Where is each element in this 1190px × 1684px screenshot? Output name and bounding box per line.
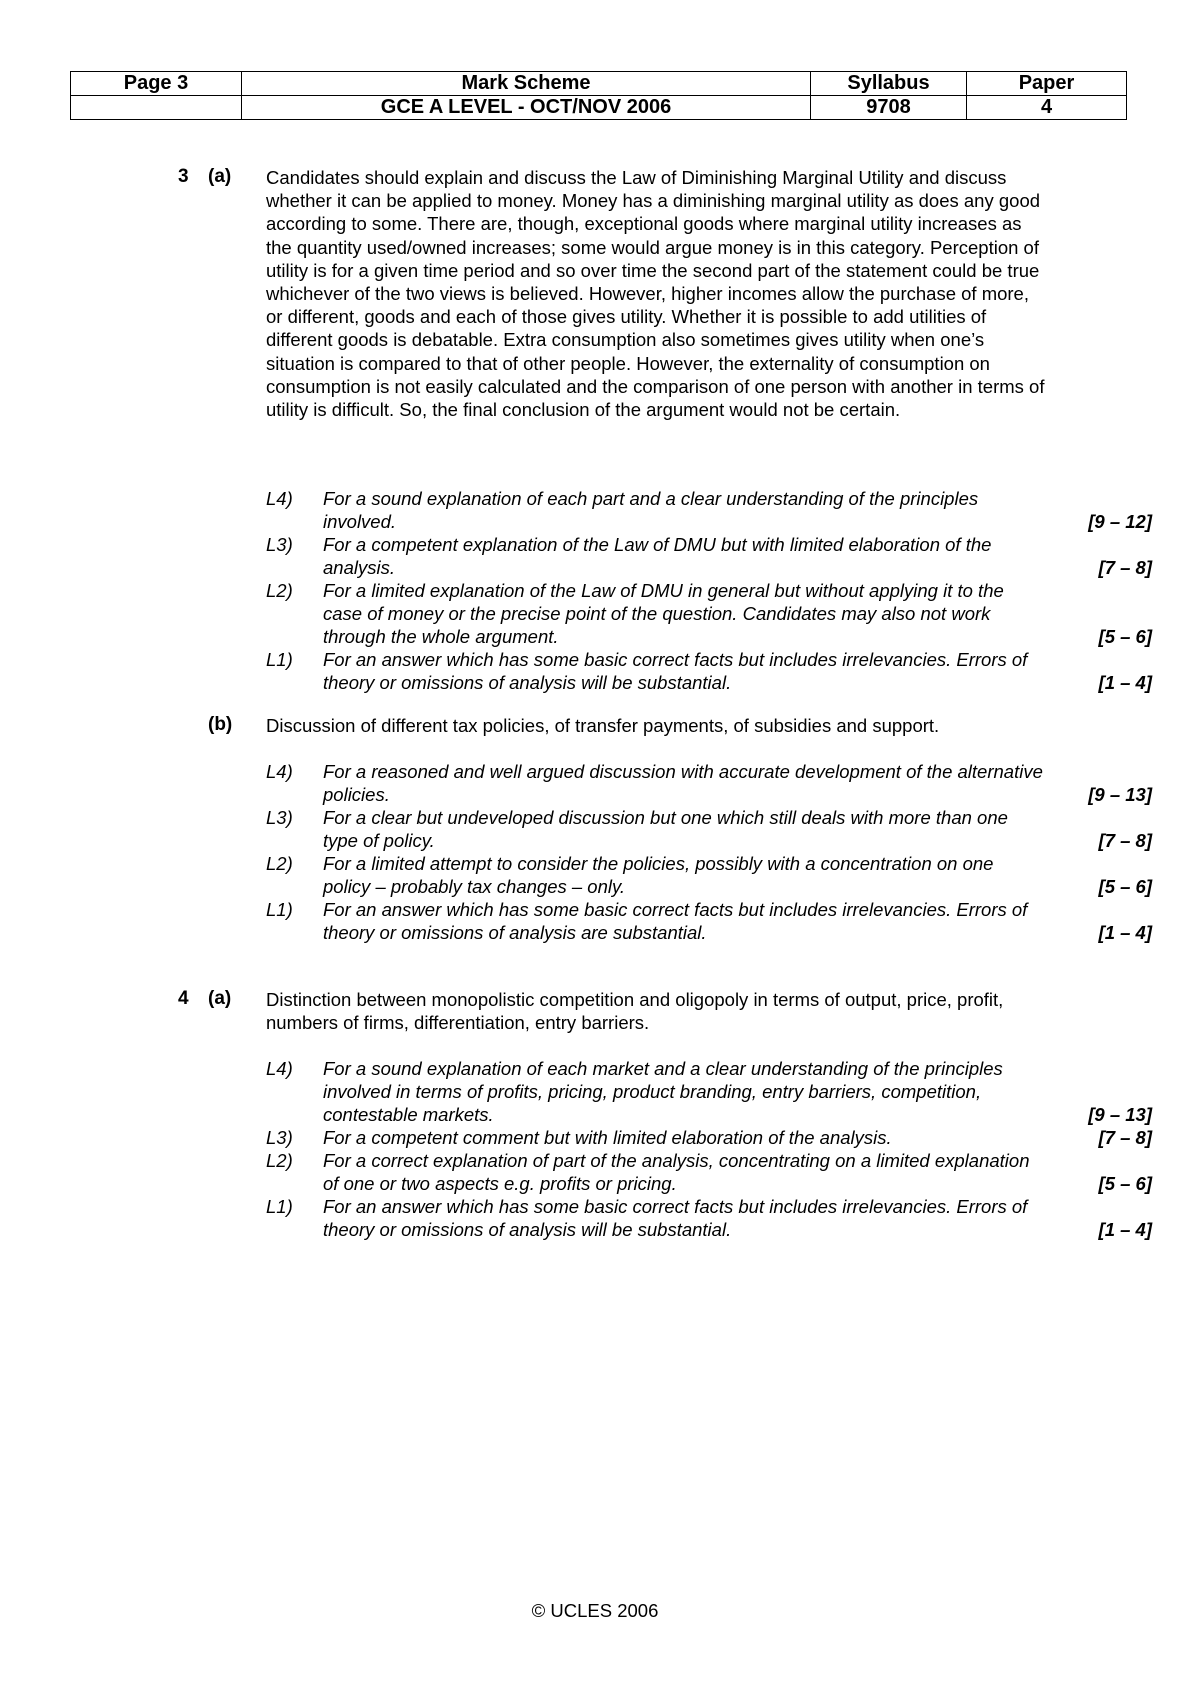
syllabus-code: 9708 bbox=[811, 96, 967, 120]
level-text: For a sound explanation of each market and a clear understanding of the principles involved in terms of profits, pricing, product branding, entry barriers, competition, contestable markets. bbox=[323, 1058, 1003, 1126]
level-row bbox=[266, 1057, 1152, 1126]
level-row bbox=[266, 1126, 1152, 1149]
copyright-footer: © UCLES 2006 bbox=[531, 1600, 659, 1621]
mark-range: [5 – 6] bbox=[1098, 625, 1152, 647]
page-label: Page 3 bbox=[71, 72, 242, 96]
level-label: L4) bbox=[266, 761, 293, 782]
level-row bbox=[266, 533, 1152, 579]
mark-range: [5 – 6] bbox=[1098, 1172, 1152, 1194]
level-label: L2) bbox=[266, 1150, 293, 1171]
level-text: For a reasoned and well argued discussion with accurate development of the alternative policies. bbox=[323, 761, 1043, 806]
level-label: L4) bbox=[266, 488, 293, 509]
mark-range: [1 – 4] bbox=[1098, 1218, 1152, 1240]
mark-range: [9 – 12] bbox=[1088, 510, 1152, 532]
empty-cell bbox=[71, 96, 242, 120]
level-label: L1) bbox=[266, 899, 293, 920]
level-text: For a limited attempt to consider the policies, possibly with a concentration on one policy – probably tax changes – only. bbox=[323, 853, 994, 898]
answer-text: Candidates should explain and discuss the Law of Diminishing Marginal Utility and discuss whether it can be applied to money. Money has a diminishing marginal utility as does any good according to some. There are, though, exceptional goods where marginal utility increases as the quantity used/owned increases; some would argue money is in this category. Perception of utility is for a given time period and so over time the second part of the statement could be true whichever of the two views is believed. However, higher incomes allow the purchase of more, or different, goods and each of those gives utility. Whether it is possible to add utilities of different goods is debatable. Extra consumption also sometimes gives utility when one’s situation is compared to that of other people. However, the externality of consumption on consumption is not easily calculated and the comparison of one person with another in terms of utility is difficult. So, the final conclusion of the argument would not be certain. bbox=[266, 167, 1045, 421]
part-label: (a) bbox=[208, 988, 232, 1009]
exam-name: GCE A LEVEL - OCT/NOV 2006 bbox=[242, 96, 811, 120]
syllabus-label: Syllabus bbox=[811, 72, 967, 96]
level-text: For a limited explanation of the Law of DMU in general but without applying it to the case of money or the precise point of the question. Candidates may also not work through the whole argument. bbox=[323, 580, 1004, 648]
level-label: L1) bbox=[266, 649, 293, 670]
mark-range: [5 – 6] bbox=[1098, 875, 1152, 897]
level-label: L3) bbox=[266, 534, 293, 555]
mark-range: [1 – 4] bbox=[1098, 921, 1152, 943]
level-text: For a sound explanation of each part and a clear understanding of the principles involved. bbox=[323, 488, 979, 533]
level-label: L3) bbox=[266, 807, 293, 828]
level-row bbox=[266, 1149, 1152, 1195]
level-label: L4) bbox=[266, 1058, 293, 1079]
level-row bbox=[266, 760, 1152, 806]
level-text: For a competent comment but with limited elaboration of the analysis. bbox=[323, 1127, 892, 1148]
level-row bbox=[266, 579, 1152, 648]
level-label: L3) bbox=[266, 1127, 293, 1148]
level-text: For a correct explanation of part of the analysis, concentrating on a limited explanation of one or two aspects e.g. profits or pricing. bbox=[323, 1150, 1030, 1195]
level-label: L2) bbox=[266, 580, 293, 601]
level-row bbox=[266, 898, 1152, 944]
level-row bbox=[266, 852, 1152, 898]
mark-range: [7 – 8] bbox=[1098, 829, 1152, 851]
part-label: (a) bbox=[208, 166, 232, 187]
level-row bbox=[266, 806, 1152, 852]
paper-number: 4 bbox=[967, 96, 1127, 120]
level-row bbox=[266, 1195, 1152, 1241]
mark-range: [9 – 13] bbox=[1088, 783, 1152, 805]
level-text: For an answer which has some basic correct facts but includes irrelevancies. Errors of theory or omissions of analysis will be substantial. bbox=[323, 649, 1028, 694]
level-row bbox=[266, 648, 1152, 694]
level-label: L2) bbox=[266, 853, 293, 874]
level-text: For an answer which has some basic correct facts but includes irrelevancies. Errors of theory or omissions of analysis are substantial. bbox=[323, 899, 1028, 944]
part-label: (b) bbox=[208, 714, 233, 735]
level-text: For an answer which has some basic correct facts but includes irrelevancies. Errors of theory or omissions of analysis will be substantial. bbox=[323, 1196, 1028, 1241]
level-text: For a competent explanation of the Law of DMU but with limited elaboration of the analysis. bbox=[323, 534, 992, 579]
mark-range: [1 – 4] bbox=[1098, 671, 1152, 693]
level-text: For a clear but undeveloped discussion but one which still deals with more than one type of policy. bbox=[323, 807, 1008, 852]
scheme-label: Mark Scheme bbox=[242, 72, 811, 96]
question-number: 3 bbox=[178, 166, 189, 187]
level-row bbox=[266, 487, 1152, 533]
mark-range: [7 – 8] bbox=[1098, 1126, 1152, 1148]
level-label: L1) bbox=[266, 1196, 293, 1217]
mark-range: [9 – 13] bbox=[1088, 1103, 1152, 1125]
answer-text: Distinction between monopolistic competition and oligopoly in terms of output, price, profit, numbers of firms, differentiation, entry barriers. bbox=[266, 989, 1004, 1034]
answer-text: Discussion of different tax policies, of transfer payments, of subsidies and support. bbox=[266, 715, 940, 736]
question-number: 4 bbox=[178, 988, 189, 1009]
mark-range: [7 – 8] bbox=[1098, 556, 1152, 578]
paper-label: Paper bbox=[967, 72, 1127, 96]
header-table bbox=[70, 71, 1127, 120]
